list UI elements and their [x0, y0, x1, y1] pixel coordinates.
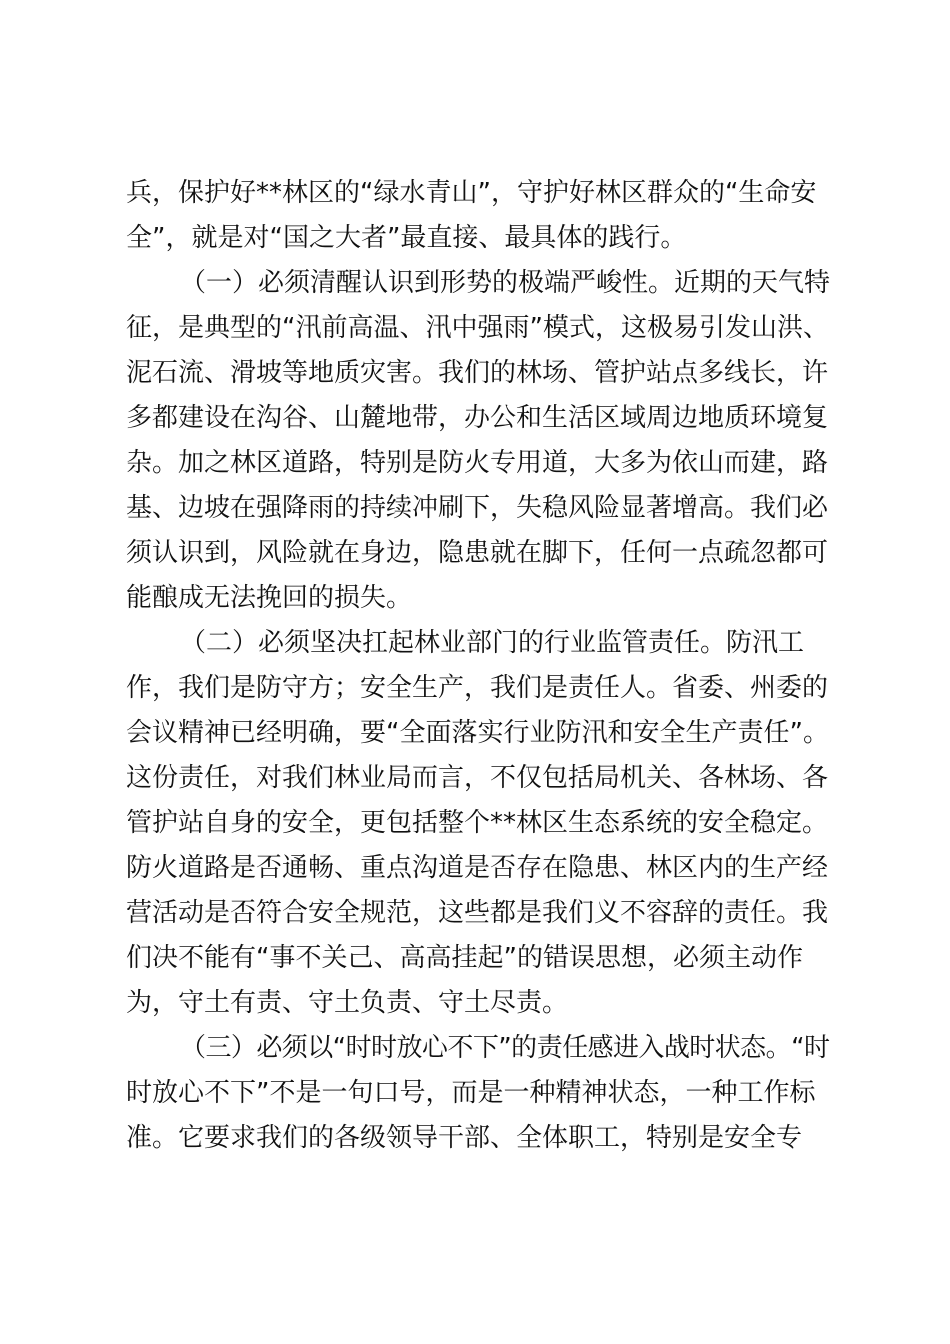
text-line: 兵，保护好**林区的“绿水青山”，守护好林区群众的“生命安: [126, 178, 817, 208]
section-heading-line: （三）必须以“时时放心不下”的责任感进入战时状态。“时: [180, 1033, 830, 1063]
text-line: 基、边坡在强降雨的持续冲刷下，失稳风险显著增高。我们必: [126, 493, 829, 523]
text-line: 能酿成无法挽回的损失。: [126, 583, 413, 613]
text-line: 这份责任，对我们林业局而言，不仅包括局机关、各林场、各: [126, 763, 829, 793]
section-heading-line: （二）必须坚决扛起林业部门的行业监管责任。防汛工: [180, 628, 805, 658]
body-text: [126, 171, 830, 1161]
text-line: 多都建设在沟谷、山麓地带，办公和生活区域周边地质环境复: [126, 403, 829, 433]
text-line: 管护站自身的安全，更包括整个**林区生态系统的安全稳定。: [126, 808, 829, 838]
text-line: 作，我们是防守方；安全生产，我们是责任人。省委、州委的: [126, 673, 829, 703]
text-line: 时放心不下”不是一句口号，而是一种精神状态，一种工作标: [126, 1078, 816, 1108]
text-line: 杂。加之林区道路，特别是防火专用道，大多为依山而建，路: [126, 448, 829, 478]
text-line: 会议精神已经明确，要“全面落实行业防汛和安全生产责任”。: [126, 718, 829, 748]
text-line: 营活动是否符合安全规范，这些都是我们义不容辞的责任。我: [126, 898, 829, 928]
text-line: 们决不能有“事不关己、高高挂起”的错误思想，必须主动作: [126, 943, 803, 973]
text-line: 泥石流、滑坡等地质灾害。我们的林场、管护站点多线长，许: [126, 358, 829, 388]
text-line: 须认识到，风险就在身边，隐患就在脚下，任何一点疏忽都可: [126, 538, 829, 568]
text-line: 准。它要求我们的各级领导干部、全体职工，特别是安全专: [126, 1123, 803, 1153]
text-line: 全”，就是对“国之大者”最直接、最具体的践行。: [126, 223, 687, 253]
text-line: 征，是典型的“汛前高温、汛中强雨”模式，这极易引发山洪、: [126, 313, 829, 343]
section-heading-line: （一）必须清醒认识到形势的极端严峻性。近期的天气特: [180, 268, 830, 298]
text-line: 为，守土有责、守土负责、守土尽责。: [126, 988, 569, 1018]
text-line: 防火道路是否通畅、重点沟道是否存在隐患、林区内的生产经: [126, 853, 829, 883]
